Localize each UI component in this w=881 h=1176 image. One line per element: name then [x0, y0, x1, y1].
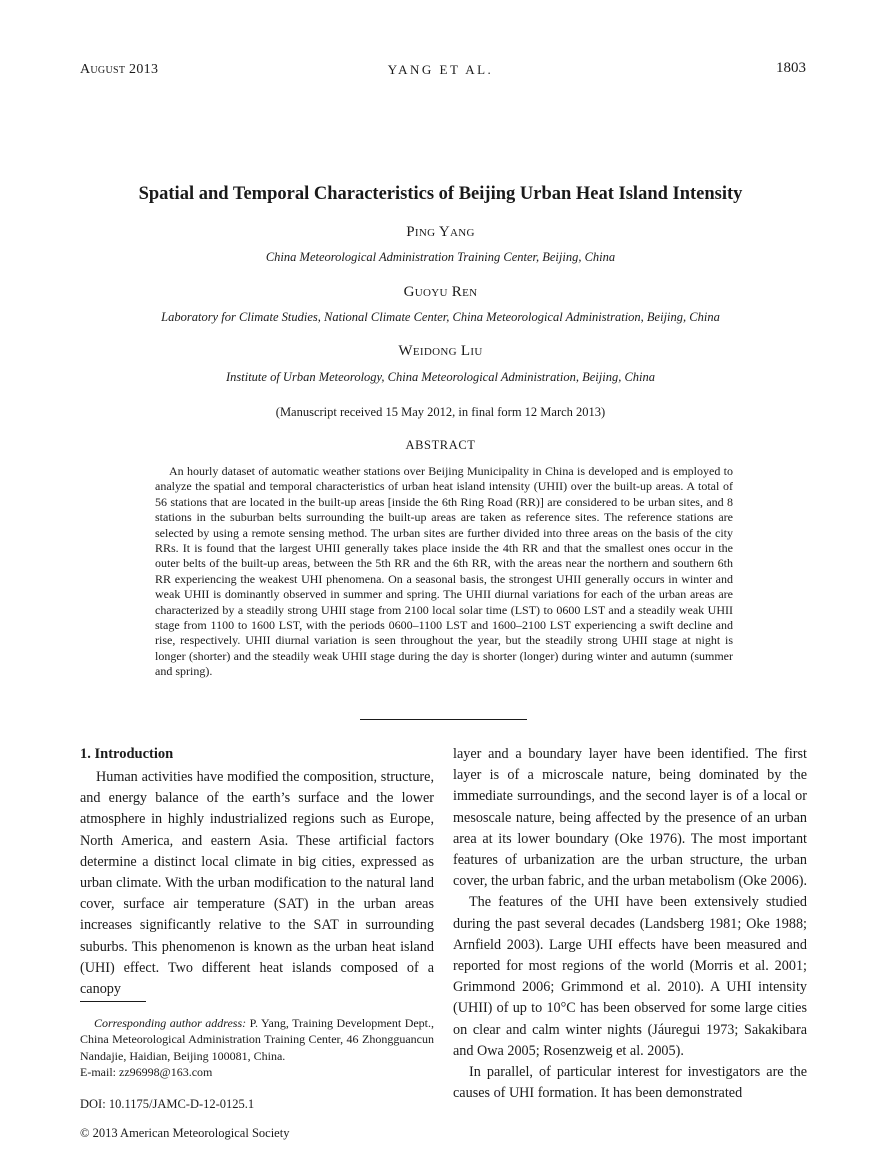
paragraph: In parallel, of particular interest for investigators are the causes of UHI formation. It has been demonstrated [453, 1064, 807, 1102]
section-heading: 1. Introduction [80, 746, 174, 762]
author-name: Weidong Liu [398, 343, 483, 359]
copyright: © 2013 American Meteorological Society [80, 1126, 290, 1140]
author-affiliation: China Meteorological Administration Training Center, Beijing, China [265, 250, 616, 264]
author-name: Ping Yang [406, 224, 475, 240]
running-header-date: August 2013 [80, 62, 159, 77]
running-header-authors: YANG ET AL. [387, 62, 494, 77]
paragraph: The features of the UHI have been extensively studied during the past several decades (Landsberg 1981; Oke 1988; Arnfield 2003). Large UHI effects have been measured and reported for most regions of the world (Morris et al. 2001; Grimmond 2006; Grimmond et al. 2010). A UHI intensity (UHII) of up to 10°C has been observed for some large cities on clear and calm winter nights (Jáuregui 1973; Sakakibara and Owa 2005; Rosenzweig et al. 2005). [453, 894, 807, 1059]
footnote-rule [80, 1001, 146, 1002]
left-column [80, 744, 434, 1000]
footnote-address: P. Yang, Training Development Dept., China Meteorological Administration Training Center, 46 Zhongguancun Nandajie, Haidian, Beijing 100081, China. [80, 1016, 435, 1063]
section-divider [360, 719, 527, 720]
paragraph: layer and a boundary layer have been identified. The first layer is of a microscale nature, being dominated by the immediate surroundings, and the second layer is of a local or mesoscale nature, being affected by the presence of an urban area at its lower boundary (Oke 1976). The most important features of urbanization are the urban structure, the urban cover, the urban fabric, and the urban metabolism (Oke 2006). [453, 746, 807, 890]
author-affiliation: Institute of Urban Meteorology, China Meteorological Administration, Beijing, China [225, 370, 656, 384]
right-column [453, 744, 807, 1104]
author-name: Guoyu Ren [403, 284, 478, 300]
paragraph: Human activities have modified the composition, structure, and energy balance of the earth’s surface and the lower atmosphere in highly industrialized regions such as Europe, North America, and eastern Asia. These artificial factors determine a distinct local climate in big cities, expressed as urban climate. With the urban modification to the natural land cover, surface air temperature (SAT) in the urban areas increases significantly relative to the SAT in surrounding suburbs. This phenomenon is known as the urban heat island (UHI) effect. Two different heat islands composed of a canopy [80, 769, 434, 998]
abstract-body: An hourly dataset of automatic weather stations over Beijing Municipality in China is developed and is employed to analyze the spatial and temporal characteristics of urban heat island intensity (UHII) over the built-up areas. A total of 56 stations that are located in the built-up areas [inside the 6th Ring Road (RR)] are considered to be urban sites, and 8 stations in the suburban belts surrounding the built-up areas are taken as reference sites. The reference stations are selected by using a remote sensing method. The urban sites are further divided into three areas on the basis of the city RRs. It is found that the largest UHII generally takes place inside the 4th RR and that the smallest ones occur in the outer belts of the built-up areas, between the 5th RR and the 6th RR, with the areas near the northern and southern 6th RR experiencing the weakest UHI phenomena. On a seasonal basis, the strongest UHII generally occurs in winter and weak UHII is dominantly observed in summer and spring. The UHII diurnal variations for each of the urban areas are characterized by a steadily strong UHII stage from 2100 local solar time (LST) to 0600 LST and a steadily weak UHII stage from 1100 to 1600 LST, with the periods 0600–1100 LST and 1600–2100 LST experiencing a swift decline and rise, respectively. UHII diurnal variation is seen throughout the year, but the steadily strong UHII stage at night is longer (shorter) and the steadily weak UHII stage during the day is shorter (longer) during winter and autumn (summer and spring). [155, 464, 733, 679]
manuscript-dates: (Manuscript received 15 May 2012, in final form 12 March 2013) [275, 405, 606, 419]
page-number: 1803 [776, 60, 806, 76]
author-affiliation: Laboratory for Climate Studies, National Climate Center, China Meteorological Administration, Beijing, China [161, 310, 720, 324]
footnote-label: Corresponding author address: [94, 1016, 247, 1030]
footnote-email: E-mail: zz96998@163.com [80, 1065, 213, 1080]
doi: DOI: 10.1175/JAMC-D-12-0125.1 [80, 1097, 255, 1111]
abstract-heading: ABSTRACT [405, 438, 476, 452]
corresponding-author-footnote [80, 1015, 434, 1081]
article-title: Spatial and Temporal Characteristics of Beijing Urban Heat Island Intensity [138, 184, 743, 204]
